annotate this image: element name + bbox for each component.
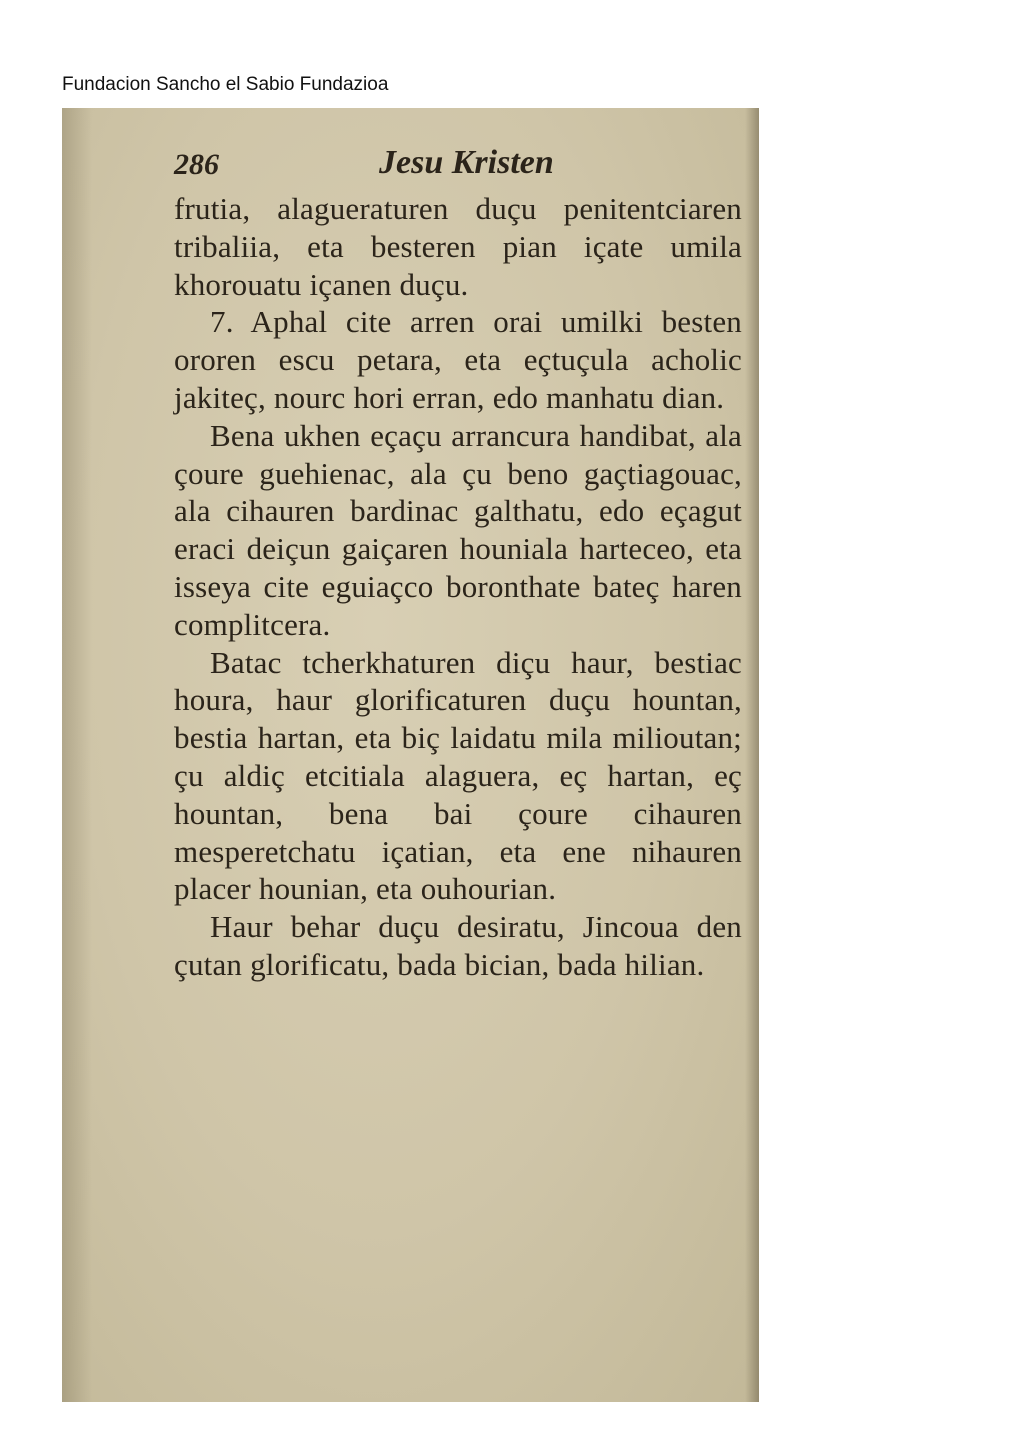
source-header: Fundacion Sancho el Sabio Fundazioa — [62, 74, 389, 95]
paragraph: Batac tcherkhaturen diçu haur, bestiac houra, haur glorificaturen duçu hountan, bestia hartan, eta biç laidatu mila milioutan; çu aldiç etcitiala alaguera, eç hartan, eç hountan, bena bai çoure cihauren mesperetchatu içatian, eta ene nihauren placer hounian, eta ouhourian. — [174, 644, 742, 907]
page-number: 286 — [174, 148, 219, 181]
page-left-shading — [62, 108, 92, 1402]
page-text — [174, 190, 742, 984]
page-header — [174, 144, 734, 188]
paragraph: frutia, alagueraturen duçu penitentciaren tribaliia, eta besteren pian içate umila khorouatu içanen duçu. — [174, 191, 742, 302]
paragraph: Haur behar duçu desiratu, Jincoua den çutan glorificatu, bada bician, bada hilian. — [174, 909, 742, 982]
scanned-page — [62, 108, 759, 1402]
running-title: Jesu Kristen — [379, 144, 554, 181]
page-gutter-shading — [745, 108, 759, 1402]
paragraph: Bena ukhen eçaçu arrancura handibat, ala çoure guehienac, ala çu beno gaçtiagouac, ala cihauren bardinac galthatu, edo eçagut eraci deiçun gaiçaren houniala harteceo, eta isseya cite eguiaçco boronthate bateç haren complitcera. — [174, 417, 742, 642]
paragraph: 7. Aphal cite arren orai umilki besten ororen escu petara, eta eçtuçula acholic jakiteç, nourc hori erran, edo manhatu dian. — [174, 304, 742, 415]
